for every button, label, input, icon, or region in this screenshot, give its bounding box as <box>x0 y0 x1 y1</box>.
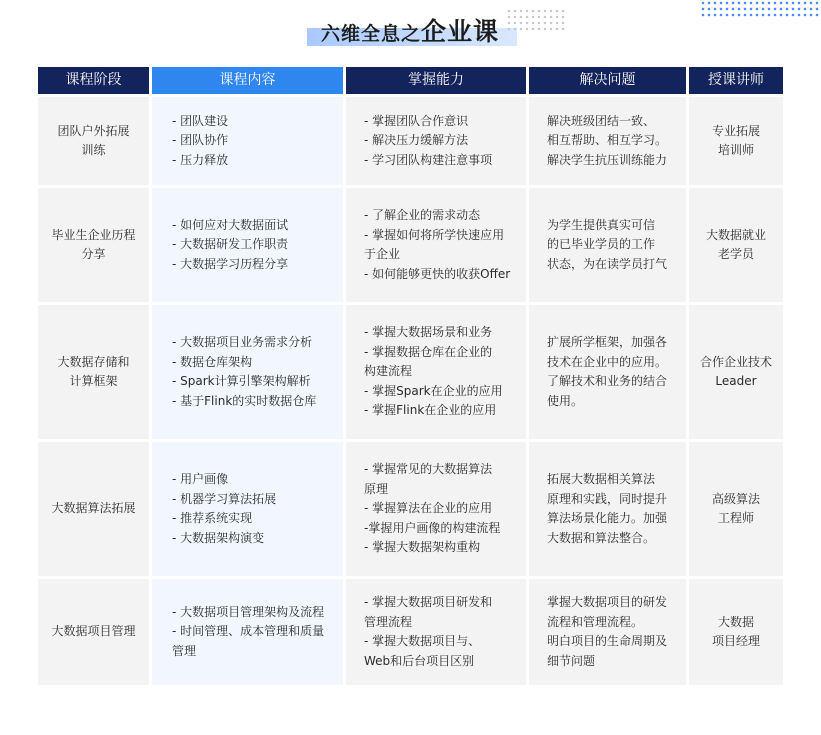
cell-content <box>152 305 343 439</box>
title-text <box>321 12 499 48</box>
cell-lecturer-lines <box>712 613 760 652</box>
cell-stage <box>38 442 149 576</box>
cell-content-lines <box>172 603 324 662</box>
cell-line: 解决班级团结一致、 <box>547 113 656 128</box>
cell-line: 大数据存储和 <box>57 354 130 369</box>
cell-line: 管理流程 <box>364 614 413 629</box>
cell-line: 算法场景化能力。加强 <box>547 511 668 525</box>
cell-line: - 掌握大数据项目研发和 <box>364 595 493 609</box>
cell-line: - 压力释放 <box>172 152 229 167</box>
cell-stage-lines <box>57 353 129 392</box>
cell-lecturer-lines <box>706 226 766 265</box>
cell-line: - 时间管理、成本管理和质量 <box>172 624 325 639</box>
cell-line: - 大数据学习历程分享 <box>172 256 289 271</box>
cell-problem <box>529 97 686 185</box>
cell-line: - 机器学习算法拓展 <box>172 491 277 506</box>
cell-line: 毕业生企业历程 <box>51 227 136 242</box>
cell-stage-lines <box>51 622 135 642</box>
cell-line: 大数据 <box>717 614 754 629</box>
cell-content-lines <box>172 470 276 548</box>
table-row <box>38 579 783 685</box>
cell-line: 大数据项目管理 <box>51 624 136 639</box>
title-dot-pattern <box>506 8 566 32</box>
table-row <box>38 97 783 185</box>
table-row <box>38 442 783 576</box>
cell-line: - 用户画像 <box>172 472 229 486</box>
cell-problem-lines <box>547 112 667 171</box>
cell-content <box>152 97 343 185</box>
cell-line: 老学员 <box>717 247 754 261</box>
cell-stage-lines <box>51 499 135 519</box>
cell-line: - 掌握Flink在企业的应用 <box>364 403 497 418</box>
cell-problem <box>529 305 686 439</box>
cell-problem <box>529 579 686 685</box>
cell-content <box>152 579 343 685</box>
cell-line: 培训师 <box>717 143 754 157</box>
cell-line: 扩展所学框架，加强各 <box>547 335 668 349</box>
cell-content-lines <box>172 112 228 171</box>
cell-line: - 大数据架构演变 <box>172 530 265 545</box>
cell-line: 原理 <box>364 481 389 496</box>
cell-line: - 团队协作 <box>172 133 229 148</box>
cell-line: 细节问题 <box>547 653 596 668</box>
cell-line: - 推荐系统实现 <box>172 511 253 525</box>
cell-line: Leader <box>715 374 757 388</box>
cell-content-lines <box>172 216 288 275</box>
cell-ability-lines <box>364 460 500 558</box>
header-cell-ability: 掌握能力 <box>346 67 526 94</box>
cell-line: - 如何能够更快的收获Offer <box>364 266 511 281</box>
cell-stage-lines <box>57 122 129 161</box>
cell-ability <box>346 188 526 302</box>
cell-line: - 学习团队构建注意事项 <box>364 152 493 167</box>
cell-line: 于企业 <box>364 247 401 261</box>
cell-line: - 掌握Spark在企业的应用 <box>364 383 503 398</box>
cell-lecturer <box>689 97 783 185</box>
cell-line: - 掌握大数据场景和业务 <box>364 325 493 340</box>
cell-ability-lines <box>364 323 503 421</box>
table-body <box>38 97 783 685</box>
cell-line: 工程师 <box>717 511 754 525</box>
cell-line: 大数据算法拓展 <box>51 501 136 516</box>
cell-line: - 数据仓库架构 <box>172 354 253 369</box>
cell-problem-lines <box>547 470 667 548</box>
cell-line: - Spark计算引擎架构解析 <box>172 374 311 388</box>
cell-lecturer <box>689 579 783 685</box>
cell-line: -掌握用户画像的构建流程 <box>364 520 501 535</box>
cell-lecturer <box>689 188 783 302</box>
cell-line: - 如何应对大数据面试 <box>172 217 289 232</box>
cell-line: 项目经理 <box>711 634 760 648</box>
cell-line: 解决学生抗压训练能力 <box>547 152 668 167</box>
cell-problem-lines <box>547 593 667 671</box>
cell-line: - 掌握团队合作意识 <box>364 113 469 128</box>
cell-lecturer <box>689 305 783 439</box>
cell-line: 构建流程 <box>364 364 413 379</box>
cell-stage-lines <box>51 226 135 265</box>
cell-line: 专业拓展 <box>711 123 760 138</box>
cell-line: 使用。 <box>547 393 584 408</box>
cell-lecturer-lines <box>712 122 760 161</box>
cell-line: Web和后台项目区别 <box>364 653 475 668</box>
cell-line: 分享 <box>81 247 106 261</box>
cell-line: 明白项目的生命周期及 <box>547 634 668 648</box>
cell-line: 团队户外拓展 <box>57 123 130 138</box>
cell-line: 训练 <box>81 143 106 157</box>
title-part1: 六维全息之 <box>321 23 422 45</box>
cell-line: 了解技术和业务的结合 <box>547 374 668 388</box>
cell-problem-lines <box>547 216 667 275</box>
table-row <box>38 305 783 439</box>
cell-stage <box>38 97 149 185</box>
cell-ability <box>346 579 526 685</box>
title-part2: 企业课 <box>421 17 500 46</box>
cell-line: 掌握大数据项目的研发 <box>547 595 668 609</box>
cell-line: 管理 <box>172 643 197 658</box>
cell-line: - 大数据研发工作职责 <box>172 237 289 252</box>
header-cell-stage: 课程阶段 <box>38 67 149 94</box>
cell-line: 原理和实践，同时提升 <box>547 491 668 506</box>
cell-ability <box>346 442 526 576</box>
cell-line: 大数据就业 <box>705 227 766 242</box>
cell-ability <box>346 305 526 439</box>
cell-line: - 掌握算法在企业的应用 <box>364 501 493 516</box>
table-row <box>38 188 783 302</box>
cell-line: 合作企业技术 <box>699 354 772 369</box>
cell-ability <box>346 97 526 185</box>
cell-line: 计算框架 <box>69 374 118 388</box>
cell-ability-lines <box>364 112 492 171</box>
cell-line: - 掌握如何将所学快速应用 <box>364 227 505 242</box>
cell-lecturer-lines <box>700 353 772 392</box>
cell-line: 为学生提供真实可信 <box>547 217 656 232</box>
cell-line: - 掌握常见的大数据算法 <box>364 462 493 477</box>
header-cell-problem: 解决问题 <box>529 67 686 94</box>
corner-dot-pattern <box>700 0 821 18</box>
cell-problem-lines <box>547 333 667 411</box>
cell-stage <box>38 579 149 685</box>
cell-line: 相互帮助、相互学习。 <box>547 133 668 148</box>
cell-stage <box>38 305 149 439</box>
header-cell-content: 课程内容 <box>152 67 343 94</box>
cell-line: 技术在企业中的应用。 <box>547 354 668 369</box>
cell-line: - 大数据项目业务需求分析 <box>172 335 313 349</box>
cell-line: 拓展大数据相关算法 <box>547 472 656 486</box>
cell-line: - 大数据项目管理架构及流程 <box>172 604 325 619</box>
cell-lecturer-lines <box>712 490 760 529</box>
cell-line: - 基于Flink的实时数据仓库 <box>172 393 317 408</box>
cell-stage <box>38 188 149 302</box>
cell-line: - 团队建设 <box>172 113 229 128</box>
cell-line: - 解决压力缓解方法 <box>364 133 469 148</box>
cell-problem <box>529 188 686 302</box>
cell-line: - 掌握大数据项目与、 <box>364 634 481 648</box>
header-cell-lecturer: 授课讲师 <box>689 67 783 94</box>
cell-content-lines <box>172 333 316 411</box>
cell-content <box>152 188 343 302</box>
cell-line: 的已毕业学员的工作 <box>547 237 656 252</box>
table-header-row <box>38 67 783 94</box>
cell-line: 流程和管理流程。 <box>547 614 644 629</box>
cell-problem <box>529 442 686 576</box>
cell-ability-lines <box>364 206 510 284</box>
cell-line: 大数据和算法整合。 <box>547 530 656 545</box>
cell-line: - 了解企业的需求动态 <box>364 208 481 222</box>
cell-line: - 掌握数据仓库在企业的 <box>364 344 493 359</box>
cell-line: 状态，为在读学员打气 <box>547 256 668 271</box>
cell-line: - 掌握大数据架构重构 <box>364 540 481 555</box>
cell-ability-lines <box>364 593 492 671</box>
cell-line: 高级算法 <box>711 491 760 506</box>
cell-content <box>152 442 343 576</box>
cell-lecturer <box>689 442 783 576</box>
course-table <box>38 67 783 688</box>
